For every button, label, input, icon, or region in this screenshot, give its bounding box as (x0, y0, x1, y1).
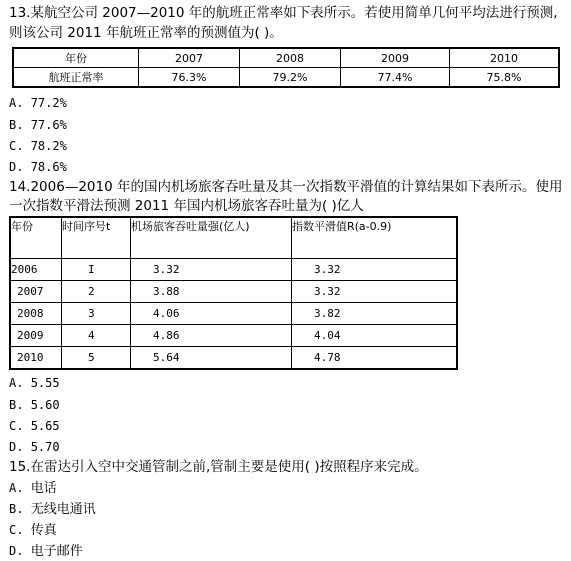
table-cell: 4.06 (131, 303, 292, 325)
table-header-row (10, 217, 457, 259)
option-letter: B. (9, 118, 24, 132)
table-cell: 5 (62, 347, 131, 370)
table-cell: 3.82 (292, 303, 458, 325)
q13-table (12, 47, 560, 88)
table-cell: 2008 (10, 303, 62, 325)
option-text: 5.55 (30, 376, 60, 390)
table-cell: 2 (62, 281, 131, 303)
table-cell: 2006 (10, 259, 62, 281)
table-row-label: 航班正常率 (13, 68, 139, 88)
q15-option-b (9, 501, 96, 518)
table-cell: 77.4% (341, 68, 450, 88)
table-header-cell: 指数平滑值R(a-0.9) (292, 217, 458, 259)
q14-stem-line2: 一次指数平滑法预测 2011 年国内机场旅客吞吐量为( )亿人 (9, 198, 364, 214)
table-row (10, 281, 457, 303)
q13-stem-line1: 13.某航空公司 2007—2010 年的航班正常率如下表所示。若使用简单几何平均法进行预测, (9, 5, 558, 21)
table-header-cell: 机场旅客吞吐量强(亿人) (131, 217, 292, 259)
option-text: 77.2% (30, 96, 67, 110)
table-cell: 4 (62, 325, 131, 347)
table-header-cell: 时间序号t (62, 217, 131, 259)
q14-stem-line1: 14.2006—2010 年的国内机场旅客吞吐量及其一次指数平滑值的计算结果如下表所示。使用 (9, 179, 563, 195)
option-letter: B. (9, 398, 24, 412)
q13-option-c (9, 138, 67, 154)
table-cell: 3 (62, 303, 131, 325)
option-text: 5.70 (30, 440, 60, 454)
option-text: 78.2% (30, 139, 67, 153)
table-cell: 4.78 (292, 347, 458, 370)
table-header-cell: 年份 (13, 48, 139, 68)
option-letter: B. (9, 502, 24, 516)
q15-option-c (9, 522, 57, 539)
q15-option-d (9, 543, 83, 560)
option-text: 传真 (30, 523, 57, 538)
q14-option-d (9, 439, 60, 455)
table-header-cell: 2008 (240, 48, 341, 68)
table-row (13, 68, 559, 88)
table-cell: 3.32 (292, 259, 458, 281)
table-cell: 2009 (10, 325, 62, 347)
table-cell: 5.64 (131, 347, 292, 370)
option-letter: A. (9, 481, 24, 495)
q13-option-d (9, 159, 67, 175)
table-cell: 3.32 (131, 259, 292, 281)
option-letter: A. (9, 96, 24, 110)
table-row (10, 303, 457, 325)
table-header-cell: 2009 (341, 48, 450, 68)
table-row (10, 325, 457, 347)
table-cell: 4.04 (292, 325, 458, 347)
table-header-cell: 2007 (139, 48, 240, 68)
q13-option-b (9, 117, 67, 133)
table-cell: 3.32 (292, 281, 458, 303)
q15-stem-line1: 15.在雷达引入空中交通管制之前,管制主要是使用( )按照程序来完成。 (9, 459, 428, 475)
option-letter: C. (9, 139, 24, 153)
table-header-cell: 2010 (450, 48, 560, 68)
option-letter: D. (9, 440, 24, 454)
q14-option-c (9, 418, 60, 434)
q13-stem-line2: 则该公司 2011 年航班正常率的预测值为( )。 (9, 25, 283, 41)
option-text: 电话 (30, 481, 57, 496)
table-cell: 4.86 (131, 325, 292, 347)
option-letter: D. (9, 160, 24, 174)
table-cell: I (62, 259, 131, 281)
option-text: 5.60 (30, 398, 60, 412)
option-letter: A. (9, 376, 24, 390)
option-text: 电子邮件 (30, 544, 83, 559)
option-text: 5.65 (30, 419, 60, 433)
table-row (10, 259, 457, 281)
table-cell: 75.8% (450, 68, 560, 88)
table-header-cell: 年份 (10, 217, 62, 259)
table-cell: 76.3% (139, 68, 240, 88)
q14-option-a (9, 375, 60, 391)
option-letter: C. (9, 523, 24, 537)
option-text: 78.6% (30, 160, 67, 174)
table-row (10, 347, 457, 370)
option-letter: C. (9, 419, 24, 433)
table-cell: 2010 (10, 347, 62, 370)
table-cell: 79.2% (240, 68, 341, 88)
table-cell: 3.88 (131, 281, 292, 303)
table-header-row (13, 48, 559, 68)
q15-option-a (9, 480, 57, 497)
option-letter: D. (9, 544, 24, 558)
table-cell: 2007 (10, 281, 62, 303)
option-text: 77.6% (30, 118, 67, 132)
q14-table (9, 216, 458, 370)
q13-option-a (9, 95, 67, 111)
q14-option-b (9, 397, 60, 413)
option-text: 无线电通讯 (30, 502, 96, 517)
